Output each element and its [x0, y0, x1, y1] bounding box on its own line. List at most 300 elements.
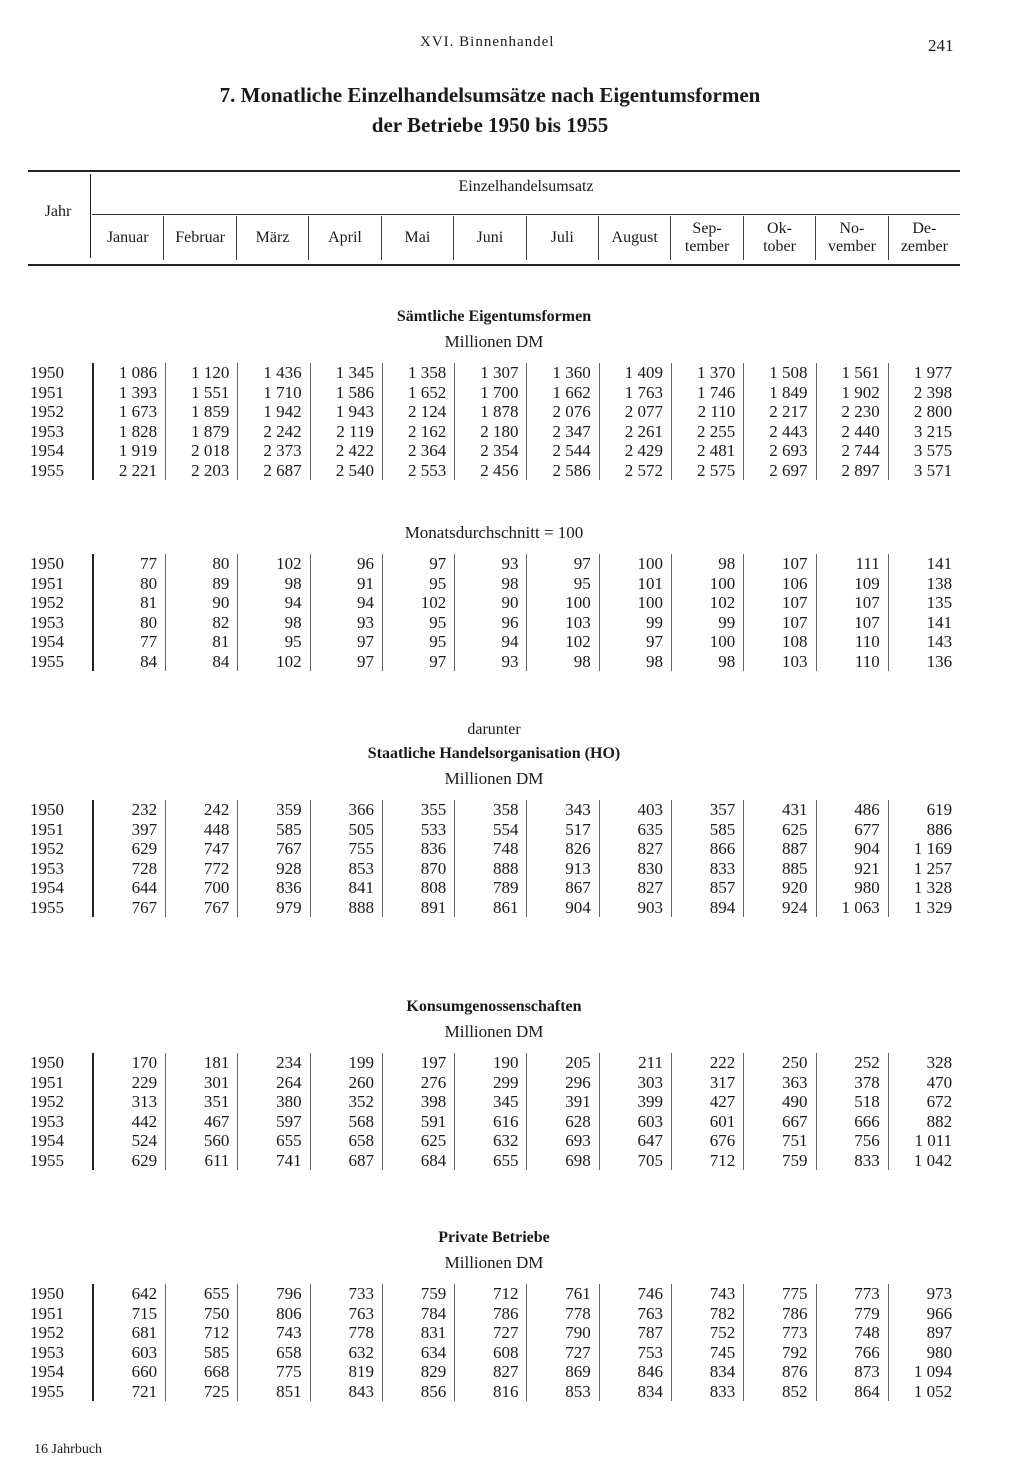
value-cell: 431	[743, 800, 815, 820]
value-cell: 676	[671, 1131, 743, 1151]
value-cell: 84	[165, 652, 237, 672]
value-cell: 94	[454, 632, 526, 652]
year-cell: 1954	[30, 632, 64, 651]
value-cell: 681	[131, 1323, 158, 1342]
value-cell: 808	[382, 878, 454, 898]
value-cell: 786	[743, 1304, 815, 1324]
value-cell: 2 572	[599, 461, 671, 481]
value-cell: 103	[743, 652, 815, 672]
value-cell: 748	[454, 839, 526, 859]
value-cell: 1 561	[816, 363, 888, 383]
value-cell: 1 662	[526, 383, 598, 403]
table-header	[28, 170, 960, 266]
year-cell: 1955	[30, 651, 64, 671]
value-cell: 93	[454, 554, 526, 574]
value-cell: 107	[816, 593, 888, 613]
value-cell: 2 744	[816, 441, 888, 461]
value-cell: 1 094	[888, 1362, 960, 1382]
value-cell: 264	[237, 1073, 309, 1093]
value-cell: 628	[526, 1112, 598, 1132]
value-cell: 102	[526, 632, 598, 652]
value-cell: 827	[454, 1362, 526, 1382]
value-cell: 363	[743, 1073, 815, 1093]
table-row	[28, 363, 960, 383]
value-cell: 110	[816, 652, 888, 672]
value-cell: 672	[888, 1092, 960, 1112]
month-header: De- zember	[888, 216, 960, 260]
table-row	[28, 839, 960, 859]
table-row	[28, 461, 960, 481]
value-cell: 205	[526, 1053, 598, 1073]
year-cell: 1951	[30, 573, 64, 593]
value-cell: 1 345	[310, 363, 382, 383]
value-cell: 94	[310, 593, 382, 613]
value-cell: 698	[526, 1151, 598, 1171]
value-cell: 1 370	[671, 363, 743, 383]
table-row	[28, 554, 960, 574]
value-cell: 603	[131, 1342, 158, 1362]
value-cell: 3 571	[888, 461, 960, 481]
value-cell: 2 119	[310, 422, 382, 442]
value-cell: 625	[382, 1131, 454, 1151]
value-cell: 96	[454, 613, 526, 633]
value-cell: 81	[140, 593, 158, 612]
value-cell: 345	[454, 1092, 526, 1112]
value-cell: 611	[165, 1151, 237, 1171]
value-cell: 2 544	[526, 441, 598, 461]
value-cell: 778	[310, 1323, 382, 1343]
month-header: März	[236, 216, 308, 260]
section-title: Konsumgenossenschaften	[406, 998, 582, 1015]
value-cell: 90	[165, 593, 237, 613]
value-cell: 829	[382, 1362, 454, 1382]
value-cell: 853	[526, 1382, 598, 1402]
value-cell: 763	[310, 1304, 382, 1324]
section-title: Staatliche Handelsorganisation (HO)	[367, 745, 621, 762]
value-cell: 728	[131, 858, 158, 878]
value-cell: 750	[165, 1304, 237, 1324]
value-cell: 966	[888, 1304, 960, 1324]
year-column-header: Jahr	[44, 203, 72, 220]
year-cell: 1950	[30, 554, 64, 573]
value-cell: 632	[310, 1343, 382, 1363]
value-cell: 399	[599, 1092, 671, 1112]
value-cell: 397	[131, 819, 158, 839]
year-cell: 1954	[30, 1362, 64, 1381]
value-cell: 98	[454, 574, 526, 594]
year-cell: 1952	[30, 1092, 64, 1111]
value-cell: 102	[671, 593, 743, 613]
value-cell: 232	[131, 800, 158, 819]
value-cell: 866	[671, 839, 743, 859]
value-cell: 746	[599, 1284, 671, 1304]
value-cell: 658	[237, 1343, 309, 1363]
value-cell: 351	[165, 1092, 237, 1112]
value-cell: 490	[743, 1092, 815, 1112]
value-cell: 355	[382, 800, 454, 820]
value-cell: 629	[131, 839, 158, 858]
year-cell: 1951	[30, 382, 64, 402]
section-unit: Millionen DM	[444, 1022, 544, 1041]
value-cell: 891	[382, 898, 454, 918]
value-cell: 864	[816, 1382, 888, 1402]
month-header: April	[308, 216, 380, 260]
value-cell: 743	[671, 1284, 743, 1304]
value-cell: 635	[599, 820, 671, 840]
value-cell: 684	[382, 1151, 454, 1171]
value-cell: 82	[165, 613, 237, 633]
value-cell: 827	[599, 878, 671, 898]
value-cell: 84	[140, 651, 158, 671]
table-row	[28, 1323, 960, 1343]
value-cell: 767	[131, 897, 158, 917]
value-cell: 867	[526, 878, 598, 898]
value-cell: 95	[382, 613, 454, 633]
month-header: August	[598, 216, 670, 260]
value-cell: 89	[165, 574, 237, 594]
value-cell: 634	[382, 1343, 454, 1363]
month-header: No- vember	[815, 216, 887, 260]
table-section	[28, 305, 960, 480]
month-header: Januar	[106, 229, 149, 246]
value-cell: 99	[599, 613, 671, 633]
value-cell: 888	[454, 859, 526, 879]
value-cell: 518	[816, 1092, 888, 1112]
value-cell: 111	[816, 554, 888, 574]
table-title-line-1: 7. Monatliche Einzelhandelsumsätze nach Eigentumsformen	[219, 83, 761, 107]
table-row	[28, 613, 960, 633]
value-cell: 100	[671, 632, 743, 652]
table-row	[28, 1073, 960, 1093]
year-cell: 1955	[30, 460, 64, 480]
value-cell: 109	[816, 574, 888, 594]
value-cell: 751	[743, 1131, 815, 1151]
value-cell: 712	[165, 1323, 237, 1343]
value-cell: 317	[671, 1073, 743, 1093]
value-cell: 2 456	[454, 461, 526, 481]
value-cell: 834	[599, 1382, 671, 1402]
value-cell: 2 586	[526, 461, 598, 481]
year-cell: 1952	[30, 402, 64, 421]
table-section	[28, 718, 960, 917]
value-cell: 833	[816, 1151, 888, 1171]
value-cell: 98	[237, 613, 309, 633]
value-cell: 141	[888, 554, 960, 574]
value-cell: 2 553	[382, 461, 454, 481]
value-cell: 667	[743, 1112, 815, 1132]
section-unit: Millionen DM	[444, 769, 544, 788]
value-cell: 876	[743, 1362, 815, 1382]
value-cell: 1 329	[888, 898, 960, 918]
value-cell: 197	[382, 1053, 454, 1073]
value-cell: 727	[454, 1323, 526, 1343]
value-cell: 979	[237, 898, 309, 918]
value-cell: 913	[526, 859, 598, 879]
value-cell: 366	[310, 800, 382, 820]
year-cell: 1955	[30, 1150, 64, 1170]
value-cell: 743	[237, 1323, 309, 1343]
table-row	[28, 1362, 960, 1382]
value-cell: 677	[816, 820, 888, 840]
value-cell: 2 230	[816, 402, 888, 422]
value-cell: 2 575	[671, 461, 743, 481]
value-cell: 2 440	[816, 422, 888, 442]
value-cell: 1 828	[118, 421, 158, 441]
value-cell: 830	[599, 859, 671, 879]
value-cell: 1 763	[599, 383, 671, 403]
value-cell: 560	[165, 1131, 237, 1151]
month-header: Ok- tober	[743, 216, 815, 260]
value-cell: 1 436	[237, 363, 309, 383]
value-cell: 753	[599, 1343, 671, 1363]
month-header: Juli	[526, 216, 598, 260]
table-section	[28, 1226, 960, 1401]
value-cell: 2 422	[310, 441, 382, 461]
value-cell: 836	[237, 878, 309, 898]
value-cell: 853	[310, 859, 382, 879]
value-cell: 792	[743, 1343, 815, 1363]
value-cell: 2 180	[454, 422, 526, 442]
value-cell: 2 217	[743, 402, 815, 422]
table-row	[28, 593, 960, 613]
value-cell: 1 360	[526, 363, 598, 383]
year-cell: 1953	[30, 421, 64, 441]
value-cell: 625	[743, 820, 815, 840]
value-cell: 655	[237, 1131, 309, 1151]
value-cell: 1 878	[454, 402, 526, 422]
value-cell: 99	[671, 613, 743, 633]
value-cell: 834	[671, 1362, 743, 1382]
value-cell: 779	[816, 1304, 888, 1324]
value-cell: 222	[671, 1053, 743, 1073]
value-cell: 888	[310, 898, 382, 918]
value-cell: 763	[599, 1304, 671, 1324]
value-cell: 642	[131, 1284, 158, 1303]
value-cell: 190	[454, 1053, 526, 1073]
value-cell: 313	[131, 1092, 158, 1111]
value-cell: 647	[599, 1131, 671, 1151]
value-cell: 380	[237, 1092, 309, 1112]
value-cell: 705	[599, 1151, 671, 1171]
table-row	[28, 898, 960, 918]
value-cell: 170	[131, 1053, 158, 1072]
value-cell: 887	[743, 839, 815, 859]
value-cell: 2 429	[599, 441, 671, 461]
value-cell: 242	[165, 800, 237, 820]
value-cell: 766	[816, 1343, 888, 1363]
value-cell: 486	[816, 800, 888, 820]
value-cell: 505	[310, 820, 382, 840]
value-cell: 833	[671, 1382, 743, 1402]
value-cell: 608	[454, 1343, 526, 1363]
value-cell: 141	[888, 613, 960, 633]
value-cell: 796	[237, 1284, 309, 1304]
value-cell: 94	[237, 593, 309, 613]
year-cell: 1953	[30, 612, 64, 632]
value-cell: 782	[671, 1304, 743, 1324]
running-head	[0, 34, 1024, 54]
page-number: 241	[928, 36, 954, 55]
value-cell: 831	[382, 1323, 454, 1343]
value-cell: 1 746	[671, 383, 743, 403]
value-cell: 761	[526, 1284, 598, 1304]
value-cell: 741	[237, 1151, 309, 1171]
value-cell: 712	[454, 1284, 526, 1304]
value-cell: 852	[743, 1382, 815, 1402]
value-cell: 857	[671, 878, 743, 898]
value-cell: 700	[165, 878, 237, 898]
value-cell: 2 255	[671, 422, 743, 442]
value-cell: 2 076	[526, 402, 598, 422]
value-cell: 252	[816, 1053, 888, 1073]
year-cell: 1955	[30, 1381, 64, 1401]
value-cell: 2 162	[382, 422, 454, 442]
value-cell: 95	[382, 574, 454, 594]
value-cell: 470	[888, 1073, 960, 1093]
value-cell: 904	[526, 898, 598, 918]
value-cell: 102	[237, 554, 309, 574]
value-cell: 568	[310, 1112, 382, 1132]
value-cell: 1 859	[165, 402, 237, 422]
value-cell: 2 347	[526, 422, 598, 442]
section-title: Sämtliche Eigentumsformen	[396, 308, 592, 325]
value-cell: 748	[816, 1323, 888, 1343]
value-cell: 80	[140, 573, 158, 593]
value-cell: 869	[526, 1362, 598, 1382]
value-cell: 2 697	[743, 461, 815, 481]
value-cell: 95	[382, 632, 454, 652]
value-cell: 819	[310, 1362, 382, 1382]
value-cell: 980	[888, 1343, 960, 1363]
value-cell: 1 052	[888, 1382, 960, 1402]
value-cell: 894	[671, 898, 743, 918]
value-cell: 97	[599, 632, 671, 652]
value-cell: 467	[165, 1112, 237, 1132]
month-header: Juni	[453, 216, 525, 260]
value-cell: 786	[454, 1304, 526, 1324]
value-cell: 107	[816, 613, 888, 633]
value-cell: 924	[743, 898, 815, 918]
value-cell: 229	[131, 1072, 158, 1092]
value-cell: 903	[599, 898, 671, 918]
header-divider	[90, 174, 91, 258]
value-cell: 655	[454, 1151, 526, 1171]
value-cell: 1 551	[165, 383, 237, 403]
value-cell: 3 575	[888, 441, 960, 461]
value-cell: 727	[526, 1343, 598, 1363]
value-cell: 973	[888, 1284, 960, 1304]
value-cell: 143	[888, 632, 960, 652]
month-header: Sep- tember	[670, 216, 742, 260]
group-header: Einzelhandelsumsatz	[458, 178, 594, 195]
value-cell: 601	[671, 1112, 743, 1132]
month-headers	[92, 216, 960, 260]
table-section	[28, 520, 960, 671]
value-cell: 725	[165, 1382, 237, 1402]
year-cell: 1951	[30, 819, 64, 839]
value-cell: 2 693	[743, 441, 815, 461]
value-cell: 181	[165, 1053, 237, 1073]
value-cell: 97	[310, 652, 382, 672]
value-cell: 98	[526, 652, 598, 672]
value-cell: 1 849	[743, 383, 815, 403]
value-cell: 826	[526, 839, 598, 859]
value-cell: 856	[382, 1382, 454, 1402]
value-cell: 260	[310, 1073, 382, 1093]
value-cell: 773	[816, 1284, 888, 1304]
value-cell: 597	[237, 1112, 309, 1132]
value-cell: 1 673	[118, 402, 158, 421]
value-cell: 759	[743, 1151, 815, 1171]
value-cell: 442	[131, 1111, 158, 1131]
value-cell: 715	[131, 1303, 158, 1323]
table-title	[0, 80, 980, 140]
table-row	[28, 652, 960, 672]
year-cell: 1955	[30, 897, 64, 917]
section-unit: Millionen DM	[444, 1253, 544, 1272]
value-cell: 2 540	[310, 461, 382, 481]
value-cell: 836	[382, 839, 454, 859]
table-row	[28, 1304, 960, 1324]
value-cell: 2 897	[816, 461, 888, 481]
value-cell: 668	[165, 1362, 237, 1382]
value-cell: 343	[526, 800, 598, 820]
value-cell: 2 398	[888, 383, 960, 403]
value-cell: 1 943	[310, 402, 382, 422]
value-cell: 644	[131, 878, 158, 897]
value-cell: 81	[165, 632, 237, 652]
value-cell: 775	[743, 1284, 815, 1304]
value-cell: 135	[888, 593, 960, 613]
value-cell: 3 215	[888, 422, 960, 442]
value-cell: 2 443	[743, 422, 815, 442]
value-cell: 2 364	[382, 441, 454, 461]
month-header: Mai	[381, 216, 453, 260]
value-cell: 77	[140, 554, 158, 573]
table-row	[28, 878, 960, 898]
table-section	[28, 995, 960, 1170]
table-title-line-2: der Betriebe 1950 bis 1955	[371, 113, 609, 137]
value-cell: 303	[599, 1073, 671, 1093]
value-cell: 97	[382, 652, 454, 672]
table-row	[28, 859, 960, 879]
value-cell: 2 018	[165, 441, 237, 461]
value-cell: 733	[310, 1284, 382, 1304]
year-cell: 1953	[30, 1342, 64, 1362]
value-cell: 658	[310, 1131, 382, 1151]
table-row	[28, 1151, 960, 1171]
value-cell: 100	[526, 593, 598, 613]
value-cell: 1 011	[888, 1131, 960, 1151]
value-cell: 1 120	[165, 363, 237, 383]
value-cell: 1 508	[743, 363, 815, 383]
chapter-title: XVI. Binnenhandel	[420, 34, 555, 50]
value-cell: 138	[888, 574, 960, 594]
value-cell: 391	[526, 1092, 598, 1112]
value-cell: 97	[526, 554, 598, 574]
value-cell: 886	[888, 820, 960, 840]
value-cell: 790	[526, 1323, 598, 1343]
value-cell: 603	[599, 1112, 671, 1132]
value-cell: 199	[310, 1053, 382, 1073]
value-cell: 95	[237, 632, 309, 652]
value-cell: 787	[599, 1323, 671, 1343]
value-cell: 693	[526, 1131, 598, 1151]
year-cell: 1950	[30, 363, 64, 382]
table-row	[28, 441, 960, 461]
year-cell: 1951	[30, 1072, 64, 1092]
value-cell: 1 700	[454, 383, 526, 403]
